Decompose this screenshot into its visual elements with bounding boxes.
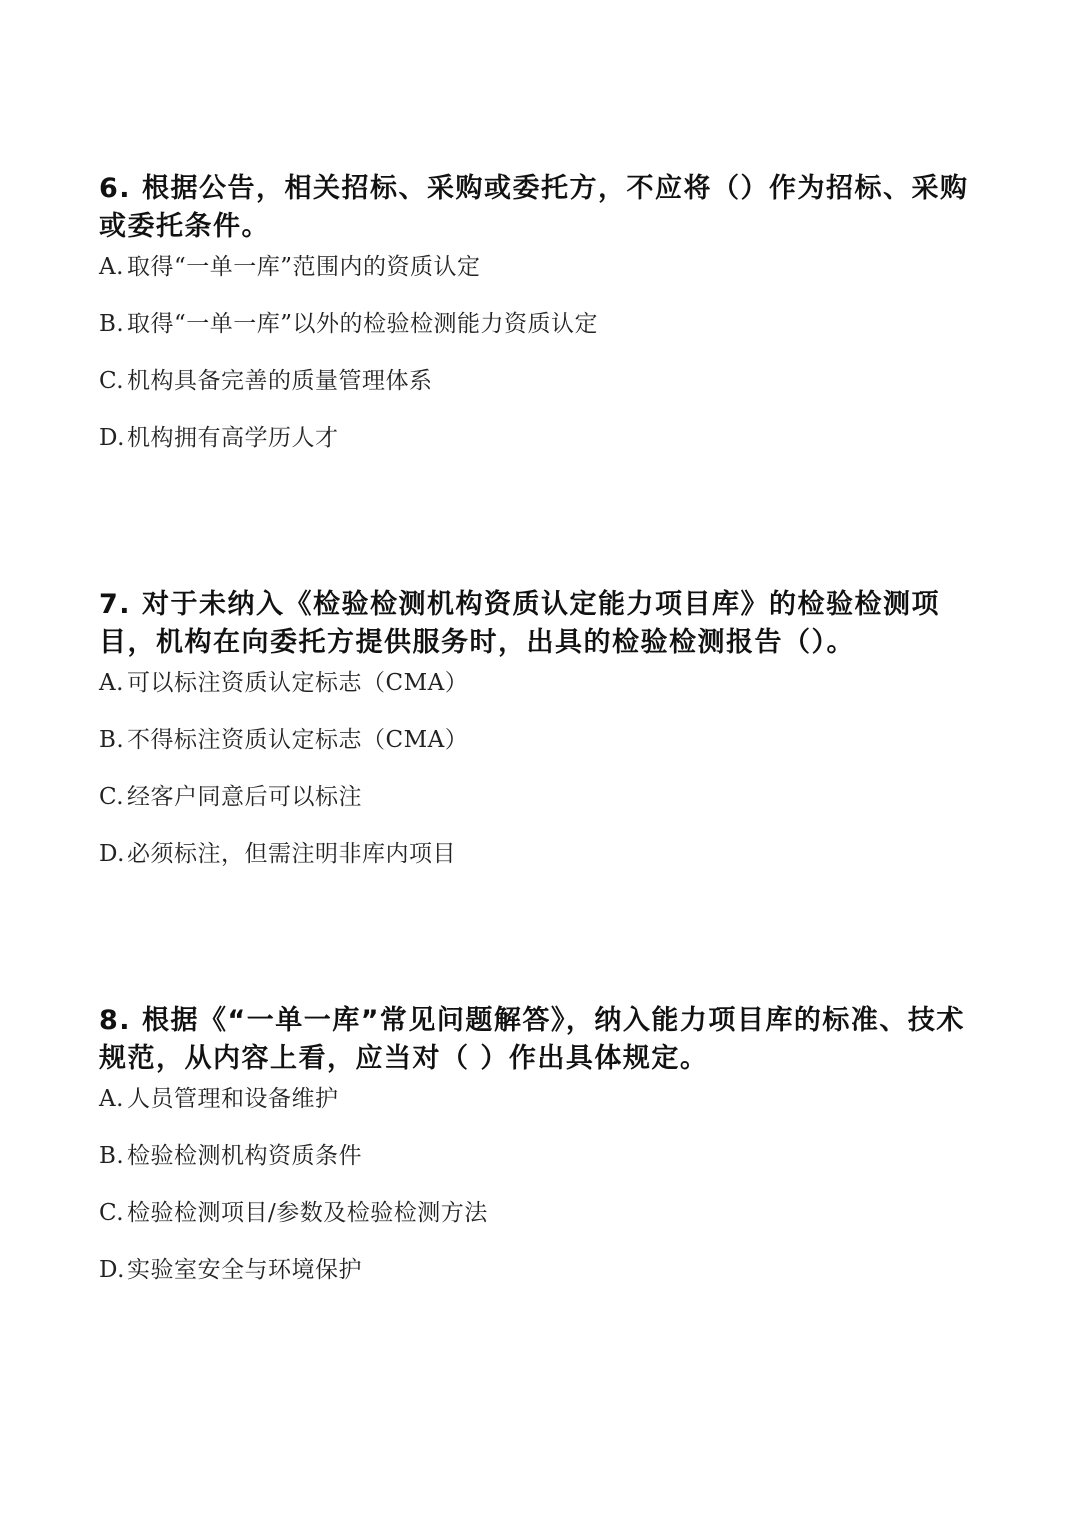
question-stem: 6. 根据公告，相关招标、采购或委托方，不应将（）作为招标、采购或委托条件。	[99, 173, 969, 242]
option-letter: D.	[99, 1257, 125, 1283]
option-list	[99, 252, 989, 453]
option-text: 实验室安全与环境保护	[127, 1257, 362, 1283]
option-text: 取得“一单一库”范围内的资质认定	[127, 254, 481, 280]
question-stem: 7. 对于未纳入《检验检测机构资质认定能力项目库》的检验检测项目，机构在向委托方提供服务时，出具的检验检测报告（）。	[99, 589, 940, 658]
option-text: 不得标注资质认定标志（CMA）	[127, 727, 469, 753]
option-b	[99, 1141, 989, 1171]
question-7	[99, 586, 989, 896]
option-text: 检验检测机构资质条件	[127, 1143, 362, 1169]
option-letter: D.	[99, 425, 125, 451]
option-b	[99, 725, 989, 755]
option-letter: C.	[99, 1200, 125, 1226]
option-c	[99, 366, 989, 396]
question-stem: 8. 根据《“一单一库”常见问题解答》，纳入能力项目库的标准、技术规范，从内容上看，应当对（ ）作出具体规定。	[99, 1005, 965, 1074]
option-b	[99, 309, 989, 339]
option-list	[99, 668, 989, 869]
option-text: 经客户同意后可以标注	[127, 784, 362, 810]
option-text: 机构具备完善的质量管理体系	[127, 368, 433, 394]
option-letter: B.	[99, 311, 125, 337]
option-a	[99, 1084, 989, 1114]
option-letter: A.	[99, 670, 124, 696]
option-letter: B.	[99, 727, 125, 753]
option-text: 人员管理和设备维护	[127, 1086, 339, 1112]
option-letter: D.	[99, 841, 125, 867]
option-c	[99, 782, 989, 812]
option-text: 可以标注资质认定标志（CMA）	[127, 670, 469, 696]
option-text: 取得“一单一库”以外的检验检测能力资质认定	[127, 311, 599, 337]
option-letter: C.	[99, 784, 125, 810]
option-a	[99, 252, 989, 282]
option-c	[99, 1198, 989, 1228]
option-d	[99, 423, 989, 453]
option-letter: C.	[99, 368, 125, 394]
option-letter: A.	[99, 254, 124, 280]
option-d	[99, 839, 989, 869]
option-list	[99, 1084, 989, 1285]
option-text: 机构拥有高学历人才	[127, 425, 339, 451]
question-6	[99, 170, 989, 480]
option-letter: A.	[99, 1086, 124, 1112]
option-text: 必须标注，但需注明非库内项目	[127, 841, 456, 867]
option-a	[99, 668, 989, 698]
question-8	[99, 1002, 989, 1312]
option-letter: B.	[99, 1143, 125, 1169]
option-text: 检验检测项目/参数及检验检测方法	[127, 1200, 488, 1226]
option-d	[99, 1255, 989, 1285]
